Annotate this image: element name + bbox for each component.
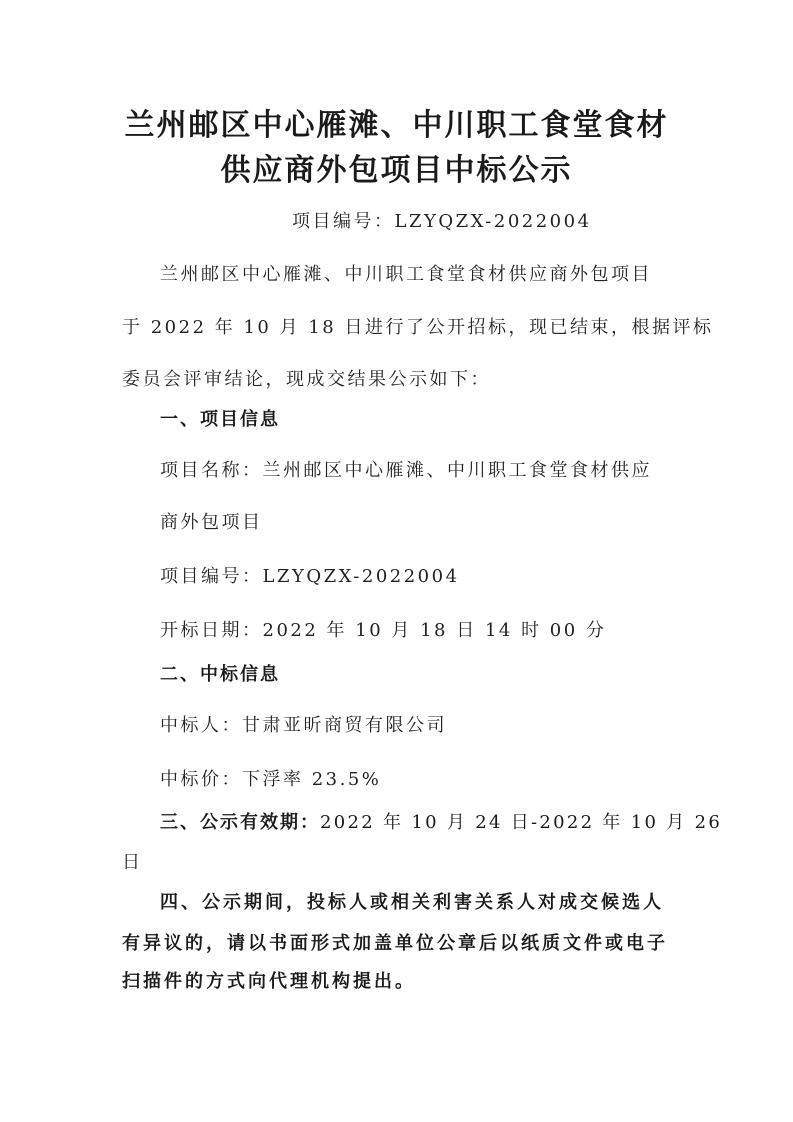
winning-bidder: 中标人：甘肃亚昕商贸有限公司 xyxy=(160,715,447,736)
section-4-line-3: 扫描件的方式向代理机构提出。 xyxy=(122,971,416,992)
section-3-line-1 xyxy=(160,808,722,834)
section-3-label: 三、公示有效期： xyxy=(160,812,320,833)
section-4-line-1: 四、公示期间，投标人或相关利害关系人对成交候选人 xyxy=(160,892,664,913)
notice-period: 2022 年 10 月 24 日-2022 年 10 月 26 xyxy=(320,812,723,833)
project-number-header: 项目编号：LZYQZX-2022004 xyxy=(292,211,592,232)
document-title-line-1: 兰州邮区中心雁滩、中川职工食堂食材 xyxy=(124,108,669,143)
project-name-line-2: 商外包项目 xyxy=(160,512,263,533)
intro-line-1: 兰州邮区中心雁滩、中川职工食堂食材供应商外包项目 xyxy=(160,264,652,285)
section-2-heading: 二、中标信息 xyxy=(160,664,280,685)
open-date: 开标日期：2022 年 10 月 18 日 14 时 00 分 xyxy=(160,620,607,641)
section-1-heading: 一、项目信息 xyxy=(160,409,280,430)
intro-line-2: 于 2022 年 10 月 18 日进行了公开招标，现已结束，根据评标 xyxy=(122,317,714,338)
intro-line-3: 委员会评审结论，现成交结果公示如下： xyxy=(122,369,491,390)
winning-price: 中标价：下浮率 23.5% xyxy=(160,769,382,790)
project-number: 项目编号：LZYQZX-2022004 xyxy=(160,566,460,587)
notice-period-line-2: 日 xyxy=(122,852,143,873)
section-4-line-2: 有异议的，请以书面形式加盖单位公章后以纸质文件或电子 xyxy=(122,933,668,954)
project-name-line-1: 项目名称：兰州邮区中心雁滩、中川职工食堂食材供应 xyxy=(160,460,652,481)
document-title-line-2: 供应商外包项目中标公示 xyxy=(220,153,573,188)
